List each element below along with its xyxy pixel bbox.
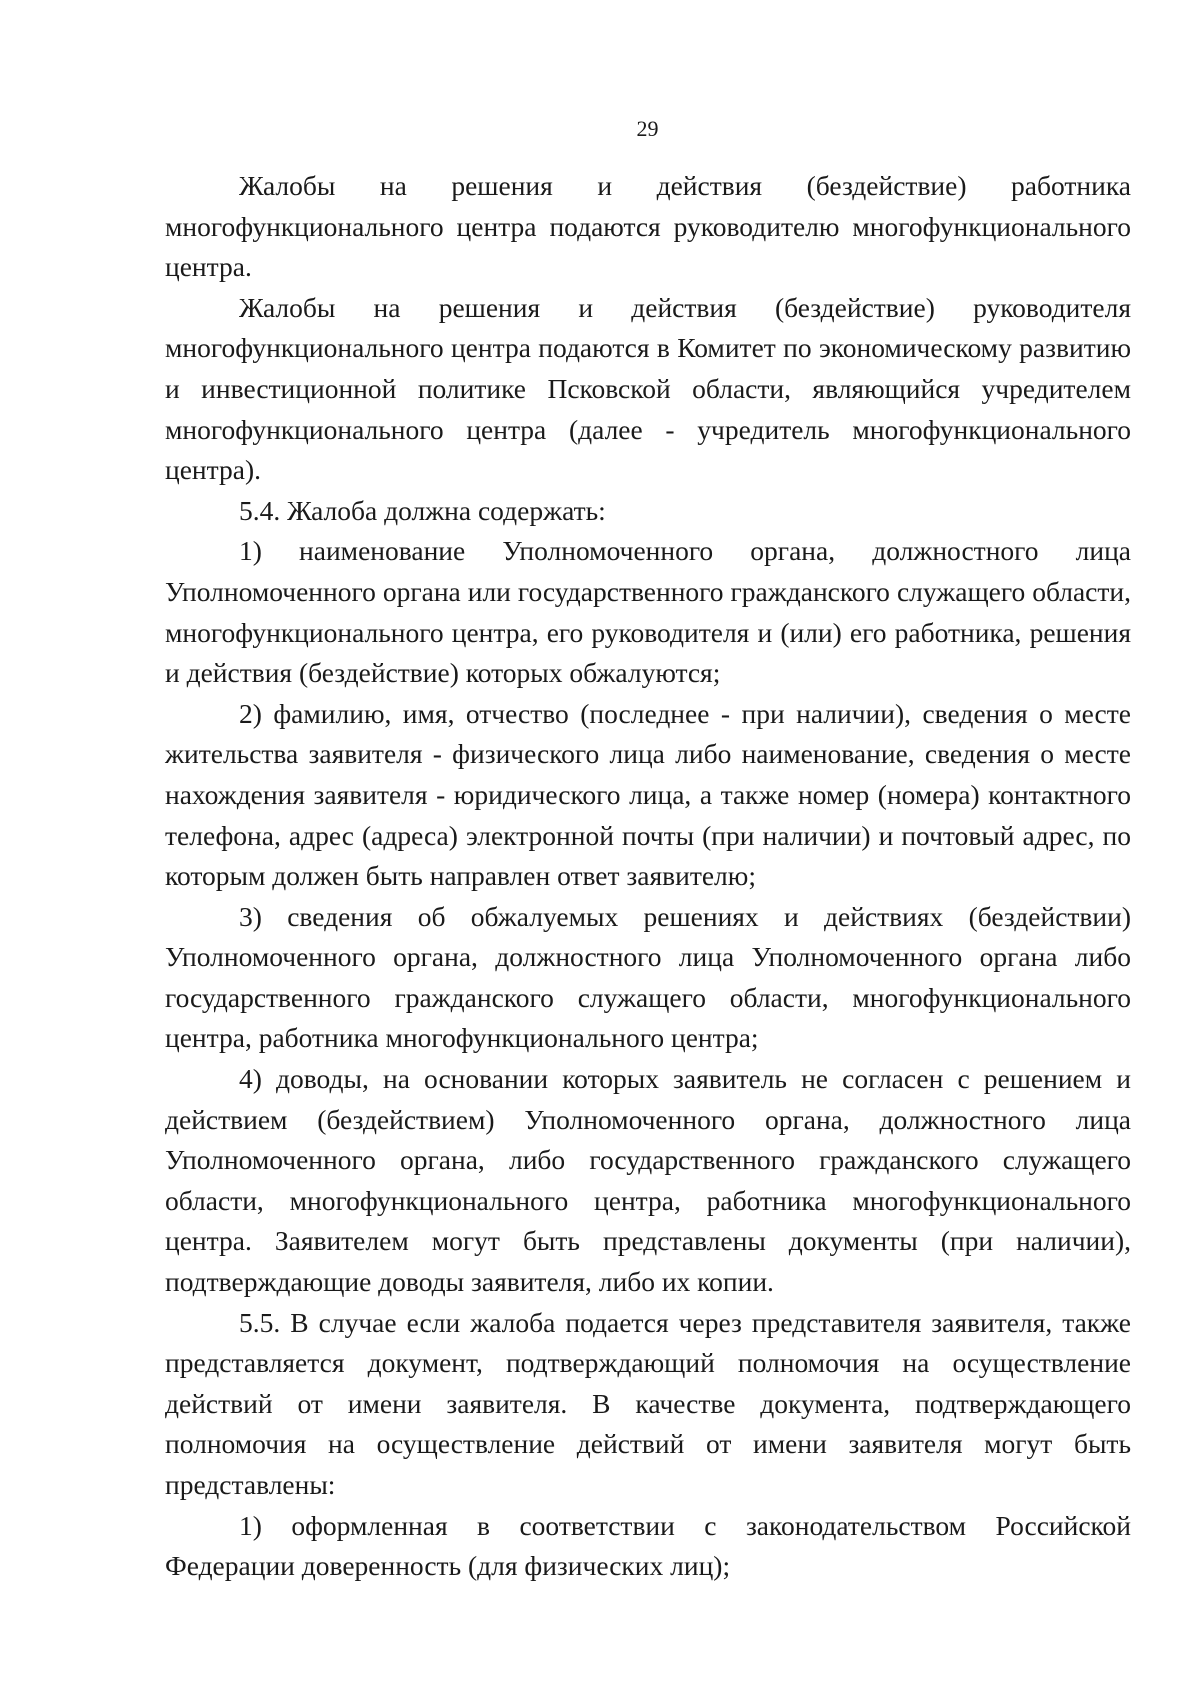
paragraph-complaints-mfc-worker: Жалобы на решения и действия (бездействие) работника многофункционального центра подаются руководителю многофункционального центра. [165,170,1131,283]
paragraph-5-5: 5.5. В случае если жалоба подается через представителя заявителя, также представляется документ, подтверждающий полномочия на осуществление действий от имени заявителя. В качестве документа, подтверждающего полномочия на осуществление действий от имени заявителя могут быть представлены: [165,1306,1131,1500]
paragraph-5-4-item-2: 2) фамилию, имя, отчество (последнее - при наличии), сведения о месте жительства заявителя - физического лица либо наименование, сведения о месте нахождения заявителя - юридического лица, а также номер (номера) контактного телефона, адрес (адреса) электронной почты (при наличии) и почтовый адрес, по которым должен быть направлен ответ заявителю; [165,697,1131,892]
paragraph-5-5-item-1: 1) оформленная в соответствии с законодательством Российской Федерации доверенность (для физических лиц); [165,1509,1131,1582]
document-body [165,166,1131,1587]
paragraph-5-4-item-4: 4) доводы, на основании которых заявитель не согласен с решением и действием (бездействием) Уполномоченного органа, должностного лица Уполномоченного органа, либо государственного гражданского служащего области, многофункционального центра, работника многофункционального центра. Заявителем могут быть представлены документы (при наличии), подтверждающие доводы заявителя, либо их копии. [165,1063,1131,1298]
page-number: 29 [636,116,659,141]
paragraph-5-4-item-3: 3) сведения об обжалуемых решениях и действиях (бездействии) Уполномоченного органа, должностного лица Уполномоченного органа либо государственного гражданского служащего области, многофункционального центра, работника многофункционального центра; [165,900,1131,1054]
paragraph-5-4-heading: 5.4. Жалоба должна содержать: [239,494,606,526]
paragraph-5-4-item-1: 1) наименование Уполномоченного органа, должностного лица Уполномоченного органа или государственного гражданского служащего области, многофункционального центра, его руководителя и (или) его работника, решения и действия (бездействие) которых обжалуются; [165,535,1131,689]
paragraph-complaints-mfc-head: Жалобы на решения и действия (бездействие) руководителя многофункционального центра подаются в Комитет по экономическому развитию и инвестиционной политике Псковской области, являющийся учредителем многофункционального центра (далее - учредитель многофункционального центра). [165,291,1131,486]
